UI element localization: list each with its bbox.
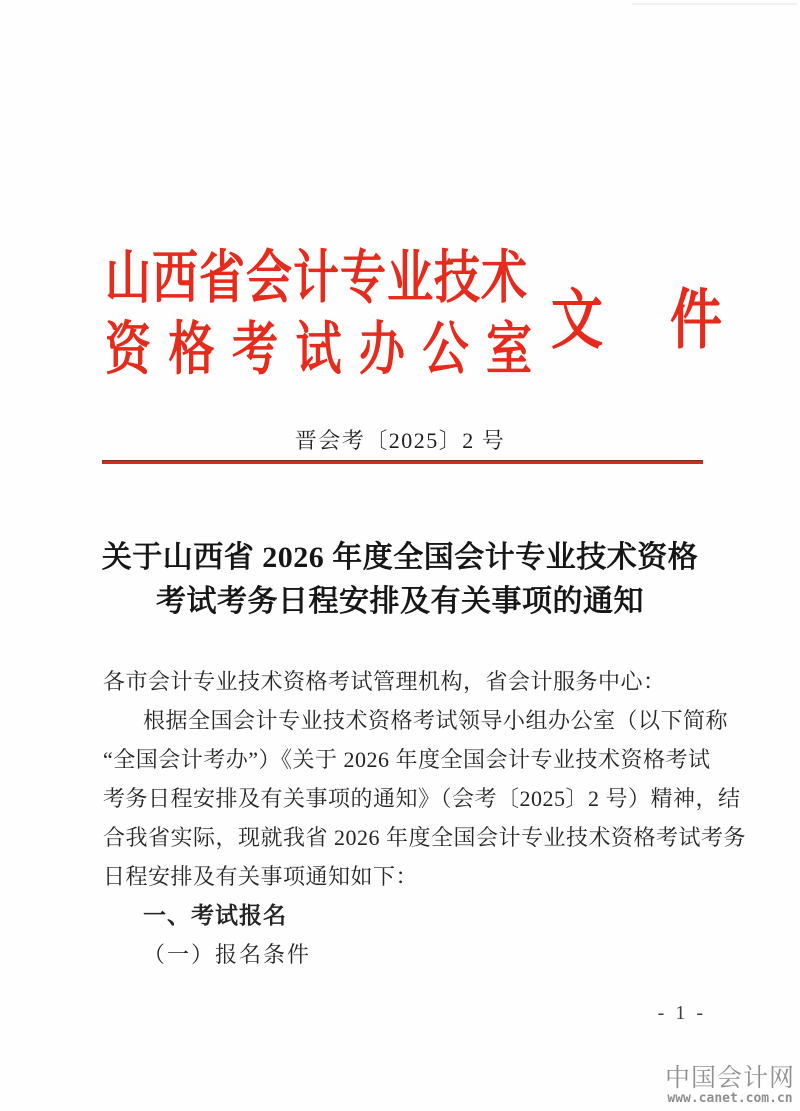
watermark-site-url: www.canet.com.cn [667,1091,793,1106]
paragraph-line: 合我省实际，现就我省 2026 年度全国会计专业技术资格考试考务 [103,825,747,850]
paragraph-line: 日程安排及有关事项通知如下： [103,864,419,889]
subsection-1-heading: （一）报名条件 [143,942,312,967]
red-divider-rule [102,460,703,464]
document-title-line1: 关于山西省 2026 年度全国会计专业技术资格 [101,541,699,574]
org-name-line1: 山西省会计专业技术 [105,245,528,310]
red-letterhead [105,242,749,385]
org-name-line2: 资格考试办公室 [105,317,550,381]
doc-reference-number: 晋会考〔2025〕2 号 [294,428,506,453]
watermark-site-name: 中国会计网 [664,1065,795,1092]
doc-type-label: 文 件 [551,285,750,357]
salutation-line: 各市会计专业技术资格考试管理机构，省会计服务中心： [103,669,666,694]
site-watermark [665,1066,795,1106]
document-body [103,662,747,974]
document-title [0,536,800,624]
paragraph-line: 考务日程安排及有关事项的通知》（会考〔2025〕2 号）精神，结 [103,786,741,811]
paragraph-line: “全国会计考办”）《关于 2026 年度全国会计专业技术资格考试 [103,747,711,772]
page-number: - 1 - [657,1002,706,1024]
section-1-heading: 一、考试报名 [143,902,287,928]
scan-artifact-line [632,3,797,5]
issuing-org-name [105,242,550,385]
document-title-line2: 考试考务日程安排及有关事项的通知 [156,585,644,618]
paragraph-line: 根据全国会计专业技术资格考试领导小组办公室（以下简称 [143,708,729,733]
